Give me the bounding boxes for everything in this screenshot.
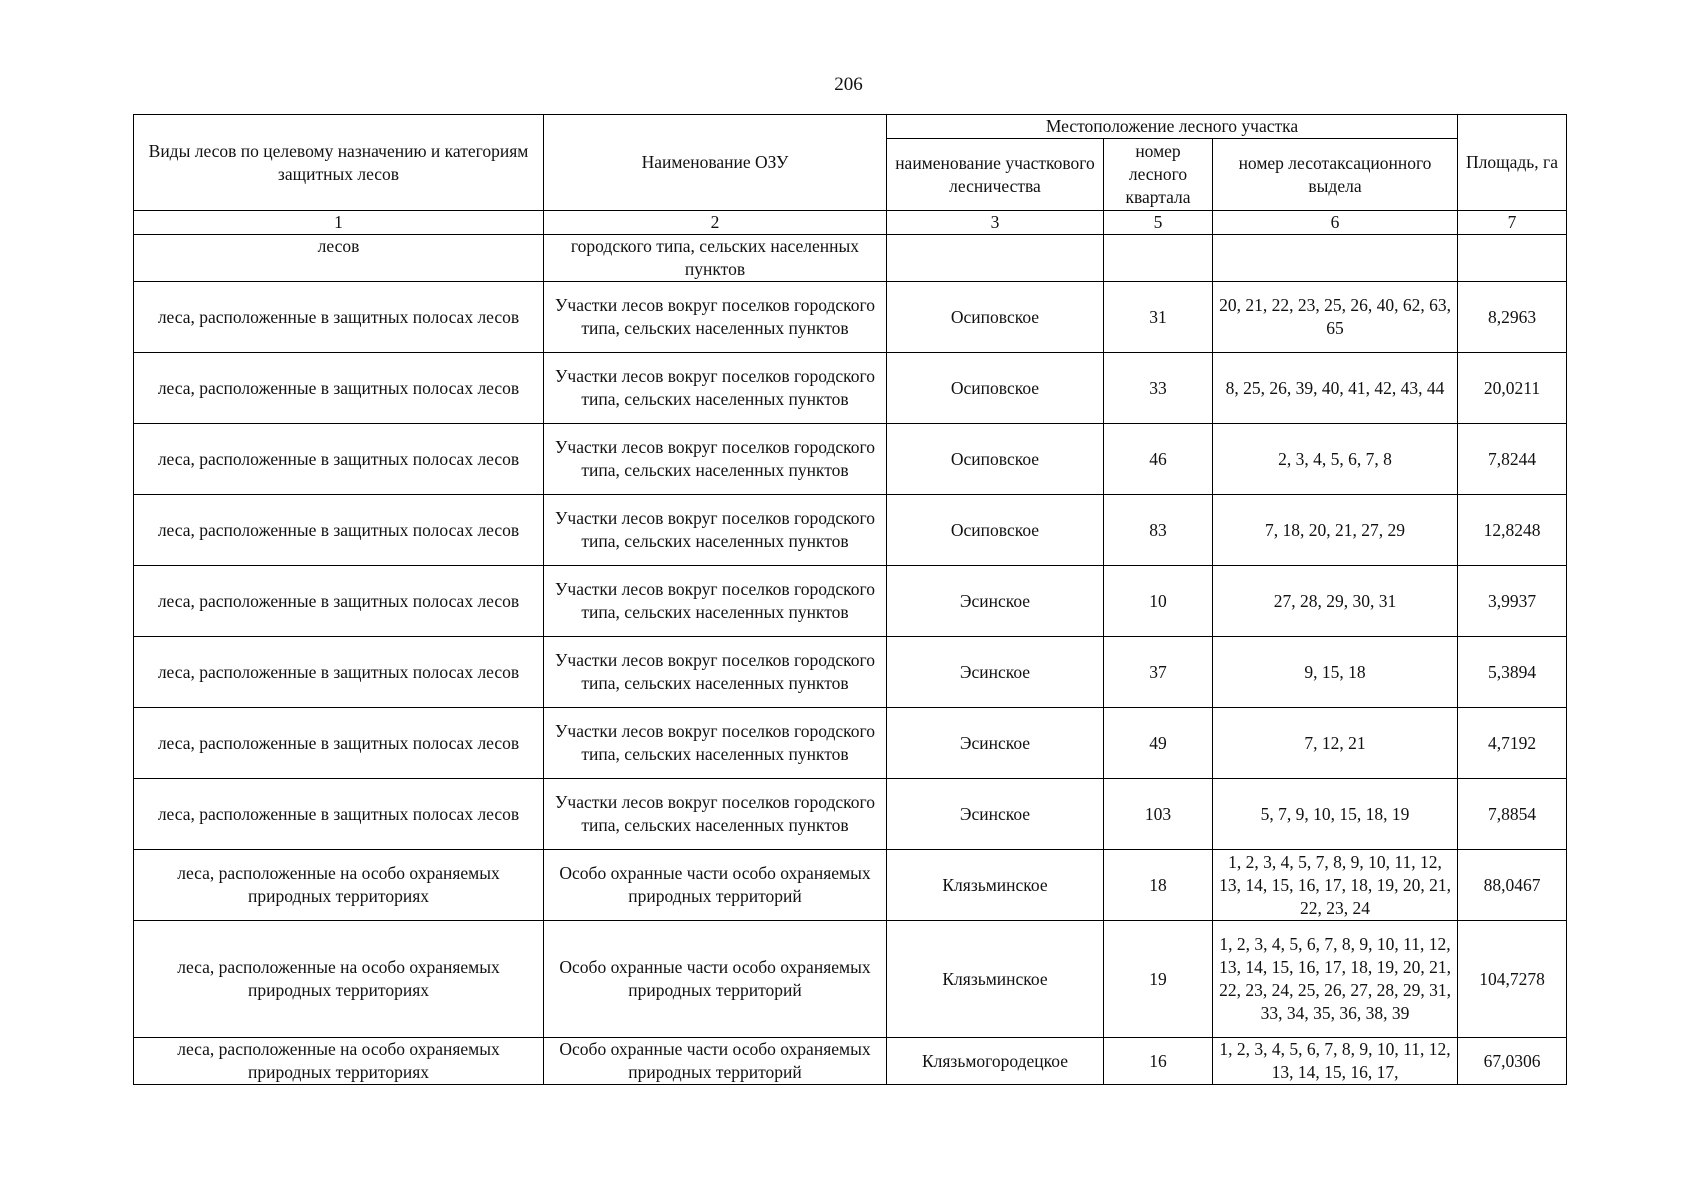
cell-category: леса, расположенные в защитных полосах лесов [134,566,544,637]
cell-area: 8,2963 [1458,282,1567,353]
cell-ozu: городского типа, сельских населенных пунктов [544,235,887,282]
cell-ozu: Участки лесов вокруг поселков городского типа, сельских населенных пунктов [544,495,887,566]
table-row [134,708,1567,779]
cell-area [1458,235,1567,282]
cell-plots: 8, 25, 26, 39, 40, 41, 42, 43, 44 [1213,353,1458,424]
cell-area: 88,0467 [1458,850,1567,921]
cell-area: 7,8244 [1458,424,1567,495]
cell-plots: 1, 2, 3, 4, 5, 6, 7, 8, 9, 10, 11, 12, 13, 14, 15, 16, 17, [1213,1038,1458,1085]
cell-category: леса, расположенные в защитных полосах лесов [134,708,544,779]
cell-quarter: 103 [1104,779,1213,850]
cell-area: 104,7278 [1458,921,1567,1038]
cell-quarter: 46 [1104,424,1213,495]
table-row [134,1038,1567,1085]
table-row [134,566,1567,637]
table-row [134,495,1567,566]
cell-ozu: Участки лесов вокруг поселков городского типа, сельских населенных пунктов [544,282,887,353]
column-number: 3 [887,211,1104,235]
table-row [134,637,1567,708]
cell-category: леса, расположенные на особо охраняемых природных территориях [134,1038,544,1085]
table-row [134,850,1567,921]
cell-ozu: Особо охранные части особо охраняемых природных территорий [544,921,887,1038]
cell-district: Клязьмогородецкое [887,1038,1104,1085]
cell-category: леса, расположенные в защитных полосах лесов [134,779,544,850]
table-row [134,353,1567,424]
page-number: 206 [834,74,863,95]
header-quarter: номер лесного квартала [1104,139,1213,211]
header-location-group: Местоположение лесного участка [887,115,1458,139]
cell-district: Осиповское [887,282,1104,353]
cell-ozu: Особо охранные части особо охраняемых природных территорий [544,1038,887,1085]
cell-area: 3,9937 [1458,566,1567,637]
cell-plots: 1, 2, 3, 4, 5, 7, 8, 9, 10, 11, 12, 13, 14, 15, 16, 17, 18, 19, 20, 21, 22, 23, 24 [1213,850,1458,921]
cell-ozu: Участки лесов вокруг поселков городского типа, сельских населенных пунктов [544,424,887,495]
cell-ozu: Участки лесов вокруг поселков городского типа, сельских населенных пунктов [544,708,887,779]
cell-area: 12,8248 [1458,495,1567,566]
cell-ozu: Участки лесов вокруг поселков городского типа, сельских населенных пунктов [544,637,887,708]
cell-quarter: 19 [1104,921,1213,1038]
column-number: 7 [1458,211,1567,235]
cell-quarter: 16 [1104,1038,1213,1085]
header-district: наименование участкового лесничества [887,139,1104,211]
cell-area: 5,3894 [1458,637,1567,708]
header-area: Площадь, га [1458,115,1567,211]
cell-ozu: Особо охранные части особо охраняемых природных территорий [544,850,887,921]
cell-district: Осиповское [887,495,1104,566]
cell-category: леса, расположенные в защитных полосах лесов [134,637,544,708]
cell-district: Осиповское [887,424,1104,495]
cell-plots: 5, 7, 9, 10, 15, 18, 19 [1213,779,1458,850]
cell-district: Эсинское [887,637,1104,708]
cell-ozu: Участки лесов вокруг поселков городского типа, сельских населенных пунктов [544,353,887,424]
header-forest-category: Виды лесов по целевому назначению и категориям защитных лесов [134,115,544,211]
column-number: 6 [1213,211,1458,235]
cell-ozu: Участки лесов вокруг поселков городского типа, сельских населенных пунктов [544,566,887,637]
column-number: 1 [134,211,544,235]
cell-quarter: 10 [1104,566,1213,637]
cell-area: 67,0306 [1458,1038,1567,1085]
cell-plots: 9, 15, 18 [1213,637,1458,708]
cell-district: Осиповское [887,353,1104,424]
cell-quarter: 33 [1104,353,1213,424]
table-row [134,779,1567,850]
cell-plots: 20, 21, 22, 23, 25, 26, 40, 62, 63, 65 [1213,282,1458,353]
cell-ozu: Участки лесов вокруг поселков городского типа, сельских населенных пунктов [544,779,887,850]
cell-plots: 2, 3, 4, 5, 6, 7, 8 [1213,424,1458,495]
forest-plots-table [133,114,1567,1085]
header-plots: номер лесотаксационного выдела [1213,139,1458,211]
table-row [134,282,1567,353]
cell-plots [1213,235,1458,282]
cell-quarter [1104,235,1213,282]
cell-district: Клязьминское [887,921,1104,1038]
column-number: 2 [544,211,887,235]
cell-category: леса, расположенные на особо охраняемых природных территориях [134,850,544,921]
cell-category: лесов [134,235,544,282]
table-row-continuation [134,235,1567,282]
cell-district: Эсинское [887,566,1104,637]
cell-plots: 7, 18, 20, 21, 27, 29 [1213,495,1458,566]
cell-category: леса, расположенные в защитных полосах лесов [134,495,544,566]
cell-plots: 1, 2, 3, 4, 5, 6, 7, 8, 9, 10, 11, 12, 13, 14, 15, 16, 17, 18, 19, 20, 21, 22, 23, 24, 25, 26, 27, 28, 29, 31, 33, 34, 35, 36, 38, 39 [1213,921,1458,1038]
cell-district [887,235,1104,282]
cell-category: леса, расположенные в защитных полосах лесов [134,282,544,353]
cell-quarter: 18 [1104,850,1213,921]
table-row [134,921,1567,1038]
cell-area: 4,7192 [1458,708,1567,779]
cell-quarter: 49 [1104,708,1213,779]
cell-district: Эсинское [887,779,1104,850]
cell-plots: 27, 28, 29, 30, 31 [1213,566,1458,637]
cell-category: леса, расположенные на особо охраняемых природных территориях [134,921,544,1038]
cell-area: 7,8854 [1458,779,1567,850]
cell-quarter: 37 [1104,637,1213,708]
header-ozu-name: Наименование ОЗУ [544,115,887,211]
column-number: 5 [1104,211,1213,235]
cell-category: леса, расположенные в защитных полосах лесов [134,353,544,424]
cell-quarter: 83 [1104,495,1213,566]
column-numbers-row [134,211,1567,235]
table-row [134,424,1567,495]
cell-district: Эсинское [887,708,1104,779]
cell-category: леса, расположенные в защитных полосах лесов [134,424,544,495]
cell-district: Клязьминское [887,850,1104,921]
cell-area: 20,0211 [1458,353,1567,424]
cell-quarter: 31 [1104,282,1213,353]
cell-plots: 7, 12, 21 [1213,708,1458,779]
